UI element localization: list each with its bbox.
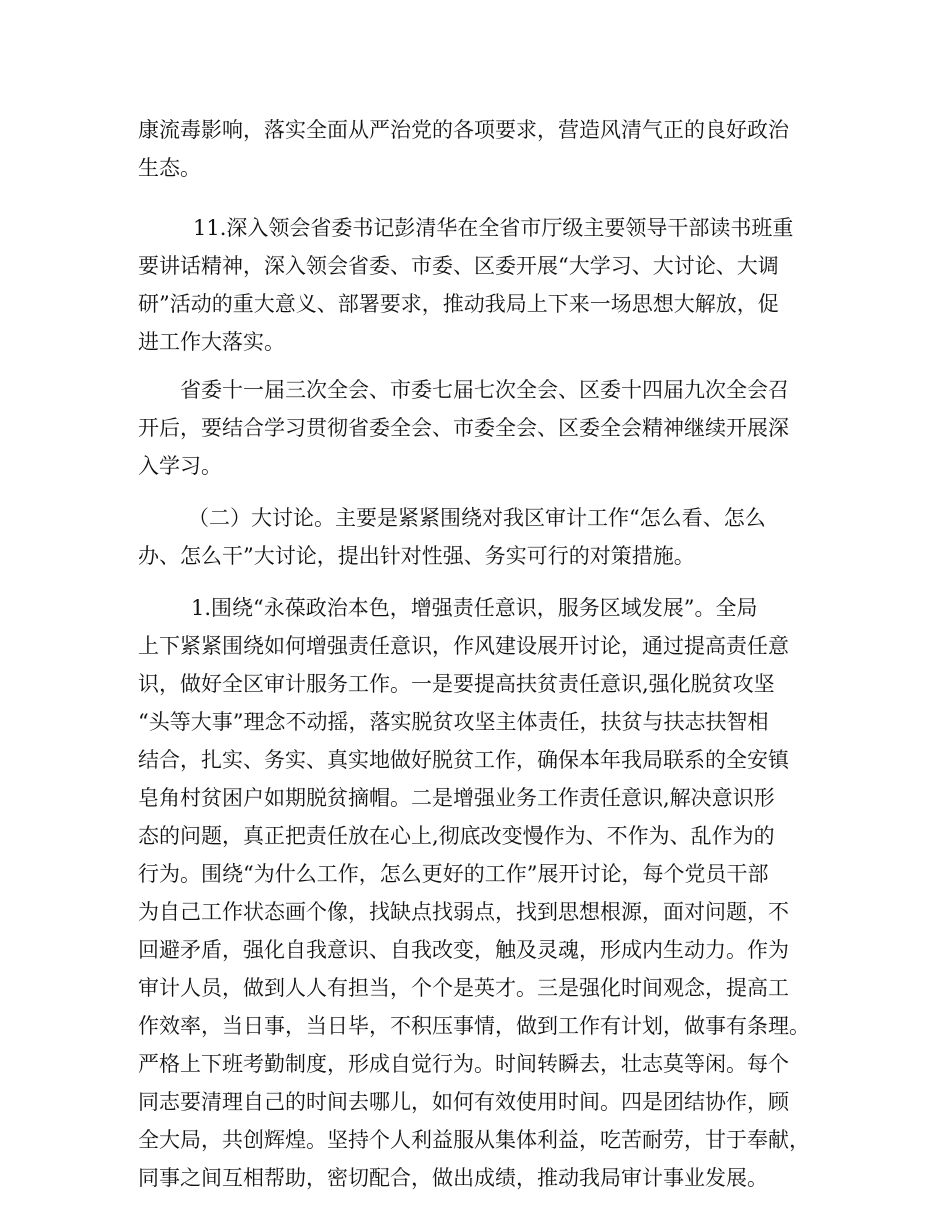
text-line: 进工作大落实。 <box>138 330 285 354</box>
text-line: 同志要清理自己的时间去哪儿，如何有效使用时间。四是团结协作，顾 <box>138 1090 789 1114</box>
text-line: 要讲话精神，深入领会省委、市委、区委开展“大学习、大讨论、大调 <box>138 254 779 278</box>
text-line: 全大局，共创辉煌。坚持个人利益服从集体利益，吃苦耐劳，甘于奉献， <box>138 1128 810 1152</box>
text-line: 研”活动的重大意义、部署要求，推动我局上下来一场思想大解放，促 <box>138 292 779 316</box>
text-line: 办、怎么干”大讨论，提出针对性强、务实可行的对策措施。 <box>138 544 695 568</box>
text-line: 回避矛盾，强化自我意识、自我改变，触及灵魂，形成内生动力。作为 <box>138 938 789 962</box>
text-line: 作效率，当日事，当日毕，不积压事情，做到工作有计划，做事有条理。 <box>138 1014 810 1038</box>
text-line: 入学习。 <box>138 454 222 478</box>
text-line: 生态。 <box>138 156 201 180</box>
text-line: 结合，扎实、务实、真实地做好脱贫工作，确保本年我局联系的全安镇 <box>138 748 789 772</box>
text-line: 同事之间互相帮助，密切配合，做出成绩，推动我局审计事业发展。 <box>138 1166 768 1190</box>
text-line: 1.围绕“永葆政治本色，增强责任意识，服务区域发展”。全局 <box>191 596 758 620</box>
text-line: “头等大事”理念不动摇，落实脱贫攻坚主体责任，扶贫与扶志扶智相 <box>138 710 769 734</box>
text-line: 行为。围绕“为什么工作，怎么更好的工作”展开讨论，每个党员干部 <box>138 862 769 886</box>
text-line: 为自己工作状态画个像，找缺点找弱点，找到思想根源，面对问题，不 <box>138 900 789 924</box>
text-line: 上下紧紧围绕如何增强责任意识，作风建设展开讨论，通过提高责任意 <box>138 634 789 658</box>
section-heading: （二）大讨论。主要是紧紧围绕对我区审计工作“怎么看、怎么 <box>188 506 766 530</box>
text-line: 开后，要结合学习贯彻省委全会、市委全会、区委全会精神继续开展深 <box>138 416 789 440</box>
text-line: 审计人员，做到人人有担当，个个是英才。三是强化时间观念，提高工 <box>138 976 789 1000</box>
text-line: 皂角村贫困户如期脱贫摘帽。二是增强业务工作责任意识,解决意识形 <box>138 786 775 810</box>
text-line: 态的问题，真正把责任放在心上,彻底改变慢作为、不作为、乱作为的 <box>138 824 775 848</box>
text-line: 11.深入领会省委书记彭清华在全省市厅级主要领导干部读书班重 <box>193 216 794 240</box>
text-line: 康流毒影响，落实全面从严治党的各项要求，营造风清气正的良好政治 <box>138 118 789 142</box>
text-line: 严格上下班考勤制度，形成自觉行为。时间转瞬去，壮志莫等闲。每个 <box>138 1052 789 1076</box>
text-line: 识，做好全区审计服务工作。一是要提高扶贫责任意识,强化脱贫攻坚 <box>138 672 775 696</box>
text-line: 省委十一届三次全会、市委七届七次全会、区委十四届九次全会召 <box>180 378 789 402</box>
